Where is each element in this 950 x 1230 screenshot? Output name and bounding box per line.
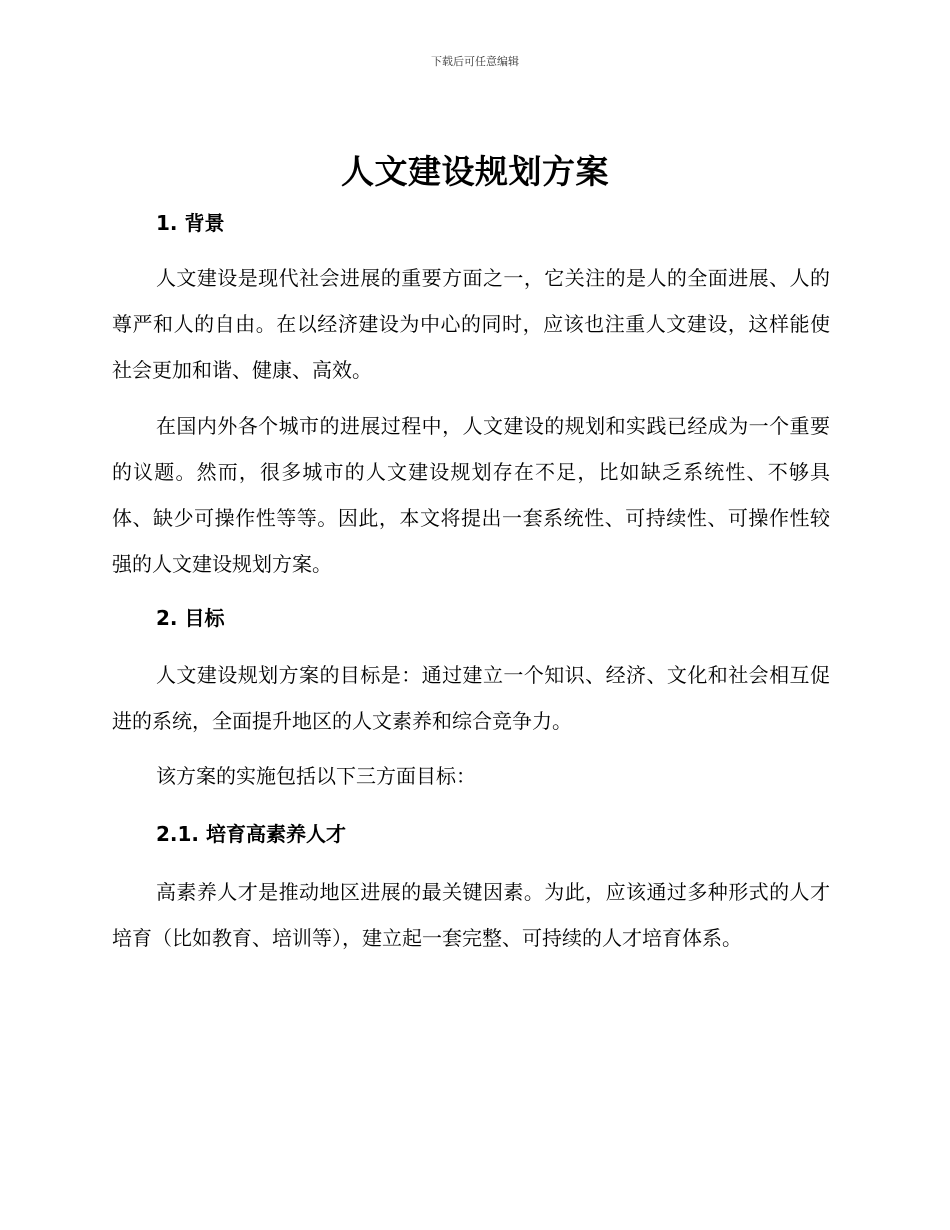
background-paragraph-1: 人文建设是现代社会进展的重要方面之一，它关注的是人的全面进展、人的尊严和人的自由。在以经济建设为中心的同时，应该也注重人文建设，这样能使社会更加和谐、健康、高效。 [112,266,830,382]
background-paragraph-2: 在国内外各个城市的进展过程中，人文建设的规划和实践已经成为一个重要的议题。然而，很多城市的人文建设规划存在不足，比如缺乏系统性、不够具体、缺少可操作性等等。因此，本文将提出一套系统性、可持续性、可操作性较强的人文建设规划方案。 [112,414,830,576]
page-header-note: 下载后可任意编辑 [431,55,519,68]
talent-paragraph-1: 高素养人才是推动地区进展的最关键因素。为此，应该通过多种形式的人才培育（比如教育、培训等），建立起一套完整、可持续的人才培育体系。 [112,880,830,950]
section-heading-background: 1. 背景 [156,211,225,235]
section-heading-goal: 2. 目标 [156,606,225,630]
section-heading-talent: 2.1. 培育高素养人才 [156,822,346,846]
document-title: 人文建设规划方案 [341,152,609,191]
goal-paragraph-2: 该方案的实施包括以下三方面目标： [156,764,476,788]
goal-paragraph-1: 人文建设规划方案的目标是：通过建立一个知识、经济、文化和社会相互促进的系统，全面提升地区的人文素养和综合竞争力。 [112,663,830,733]
